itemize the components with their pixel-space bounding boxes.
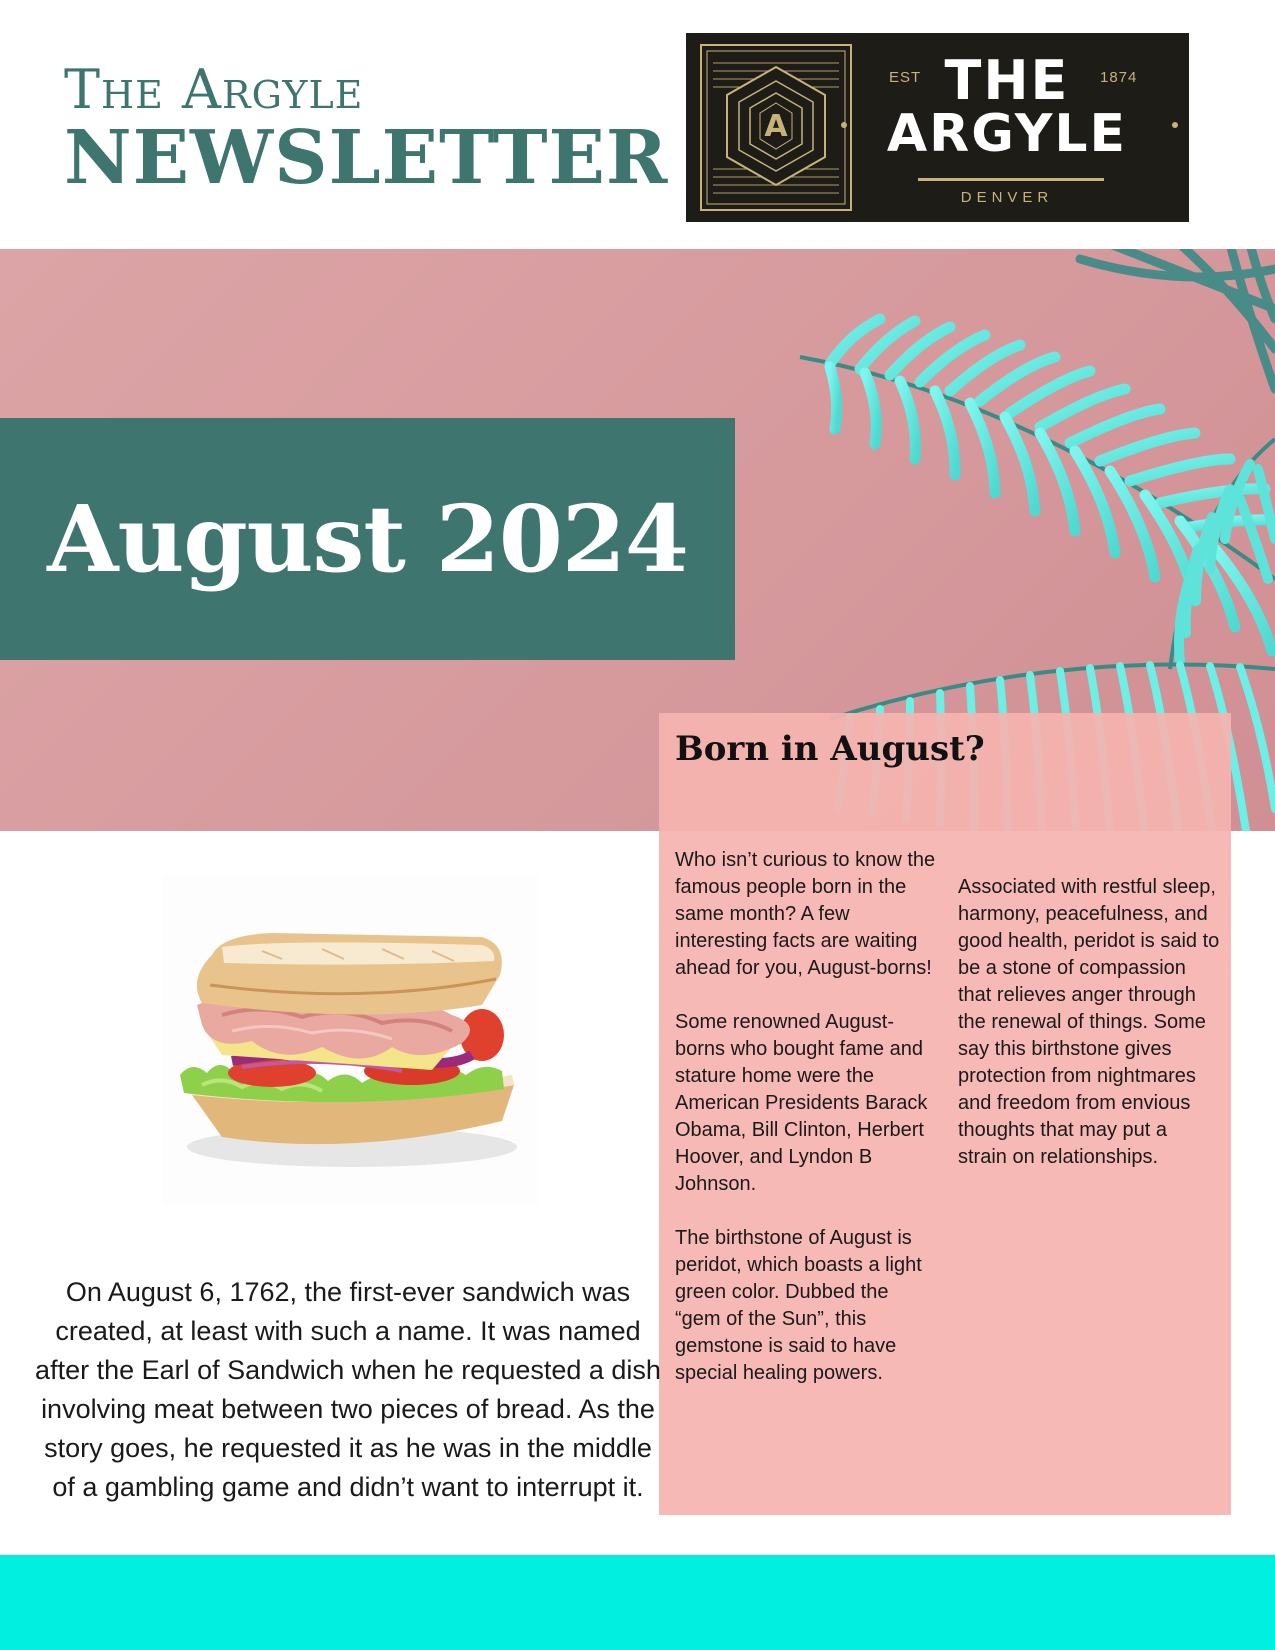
sandwich-image xyxy=(162,875,538,1205)
logo-word-the: THE xyxy=(944,49,1070,112)
sandwich-story-text: On August 6, 1762, the first-ever sandwich was created, at least with such a name. It was named after the Earl of Sandwich when he requested a dish involving meat between two pieces of bread. As the story goes, he requested it as he was in the middle of a gambling game and didn’t want to interrupt it. xyxy=(35,1277,661,1502)
logo-monogram: A xyxy=(764,109,788,144)
born-column-left xyxy=(675,847,937,1414)
newsletter-masthead xyxy=(64,58,669,201)
sandwich-illustration xyxy=(162,875,538,1205)
logo-year-label: 1874 xyxy=(1100,69,1138,86)
masthead-title-line1: The Argyle xyxy=(64,58,364,121)
born-paragraph: The birthstone of August is peridot, which boasts a light green color. Dubbed the “gem of the Sun”, this gemstone is said to have special healing powers. xyxy=(675,1227,922,1384)
logo-word-argyle: ARGYLE xyxy=(886,104,1128,164)
born-column-right xyxy=(958,874,1220,1198)
logo-divider-rule xyxy=(918,178,1104,181)
born-paragraph: Who isn’t curious to know the famous people born in the same month? A few interesting facts are waiting ahead for you, August-borns! xyxy=(675,849,936,979)
issue-date: August 2024 xyxy=(47,485,688,593)
logo-dot-right xyxy=(1172,122,1178,128)
logo-est-label: EST xyxy=(889,69,922,86)
born-paragraph: Some renowned August-borns who bought fame and stature home were the American Presidents Barack Obama, Bill Clinton, Herbert Hoover, and Lyndon B Johnson. xyxy=(675,1011,928,1195)
born-in-august-title: Born in August? xyxy=(675,729,985,769)
footer-band xyxy=(0,1555,1275,1650)
argyle-logo xyxy=(686,33,1189,222)
date-banner xyxy=(0,418,735,660)
logo-city-label: DENVER xyxy=(960,189,1054,206)
born-in-august-panel xyxy=(659,713,1231,1515)
born-paragraph: Associated with restful sleep, harmony, peacefulness, and good health, peridot is said to be a stone of compassion that relieves anger through the renewal of things. Some say this birthstone gives protection from nightmares and freedom from envious thoughts that may put a strain on relationships. xyxy=(958,876,1220,1168)
logo-dot-left xyxy=(841,122,847,128)
masthead-title-line2: NEWSLETTER xyxy=(64,115,669,201)
